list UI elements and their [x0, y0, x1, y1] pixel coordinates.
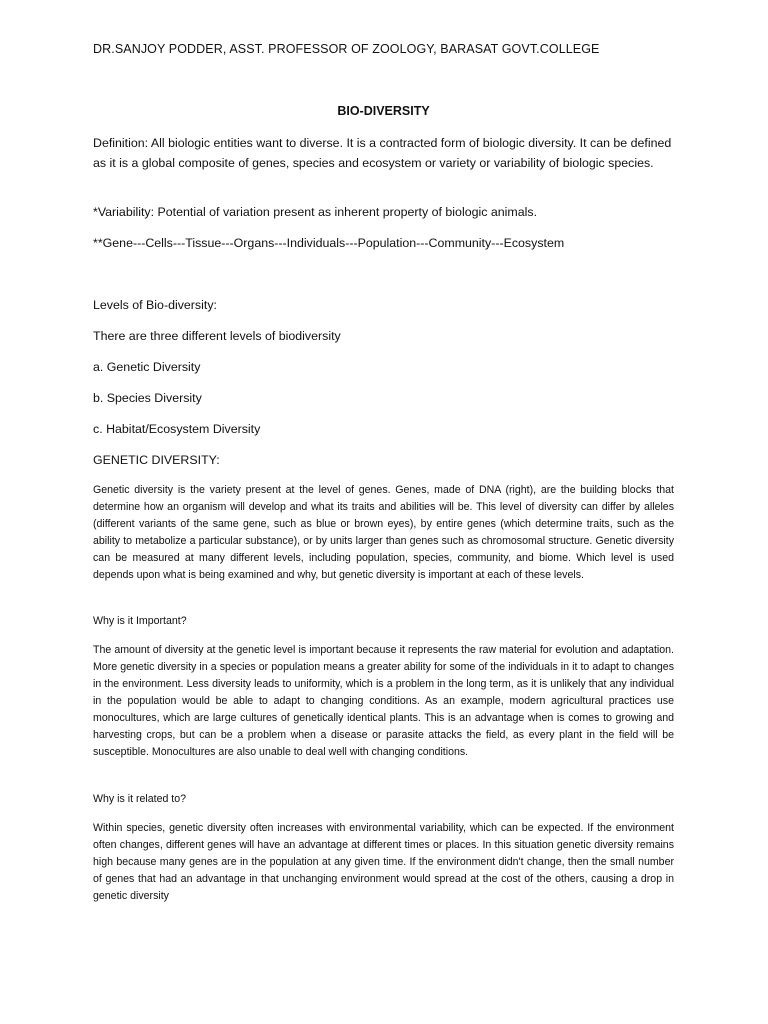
page-header: DR.SANJOY PODDER, ASST. PROFESSOR OF ZOOLOGY, BARASAT GOVT.COLLEGE [93, 42, 600, 56]
genetic-diversity-heading: GENETIC DIVERSITY: [93, 453, 220, 467]
why-related-paragraph: Within species, genetic diversity often increases with environmental variability, which can be expected. If the environment often changes, different genes will have an advantage at different times or places. In this situation genetic diversity remains high because many genes are in the population at any given time. If the environment didn't change, then the small number of genes that had an advantage in that unchanging environment would spread at the cost of the others, causing a drop in genetic diversity [93, 822, 674, 902]
definition-paragraph: Definition: All biologic entities want to diverse. It is a contracted form of biologic diversity. It can be defined as it is a global composite of genes, species and ecosystem or variety or variability of biologic species. [93, 136, 672, 170]
levels-intro: There are three different levels of biodiversity [93, 329, 341, 343]
page-title: BIO-DIVERSITY [337, 104, 430, 118]
why-important-paragraph: The amount of diversity at the genetic level is important because it represents the raw material for evolution and adaptation. More genetic diversity in a species or population means a greater ability for some of the individuals in it to adapt to changes in the environment. Less diversity leads to uniformity, which is a problem in the long term, as it is unlikely that any individual in the population would be able to adapt to changing conditions. As an example, modern agricultural practices use monocultures, which are large cultures of genetically identical plants. This is an advantage when is comes to growing and harvesting crops, but can be a problem when a disease or parasite attacks the field, as every plant in the field will be susceptible. Monocultures are also unable to deal well with changing conditions. [93, 644, 674, 758]
variability-note: *Variability: Potential of variation present as inherent property of biologic animals. [93, 205, 538, 219]
level-item: c. Habitat/Ecosystem Diversity [93, 422, 261, 436]
hierarchy-note: **Gene---Cells---Tissue---Organs---Individuals---Population---Community---Ecosystem [93, 236, 565, 250]
level-item: a. Genetic Diversity [93, 360, 201, 374]
why-related-heading: Why is it related to? [93, 793, 187, 805]
level-item: b. Species Diversity [93, 391, 202, 405]
genetic-diversity-paragraph: Genetic diversity is the variety present at the level of genes. Genes, made of DNA (right), are the building blocks that determine how an organism will develop and what its traits and abilities will be. This level of diversity can differ by alleles (different variants of the same gene, such as blue or brown eyes), by entire genes (which determine traits, such as the ability to metabolize a particular substance), or by units larger than genes such as chromosomal structure. Genetic diversity can be measured at many different levels, including population, species, community, and biome. Which level is used depends upon what is being examined and why, but genetic diversity is important at each of these levels. [93, 484, 674, 581]
why-important-heading: Why is it Important? [93, 615, 187, 627]
levels-heading: Levels of Bio-diversity: [93, 298, 217, 312]
